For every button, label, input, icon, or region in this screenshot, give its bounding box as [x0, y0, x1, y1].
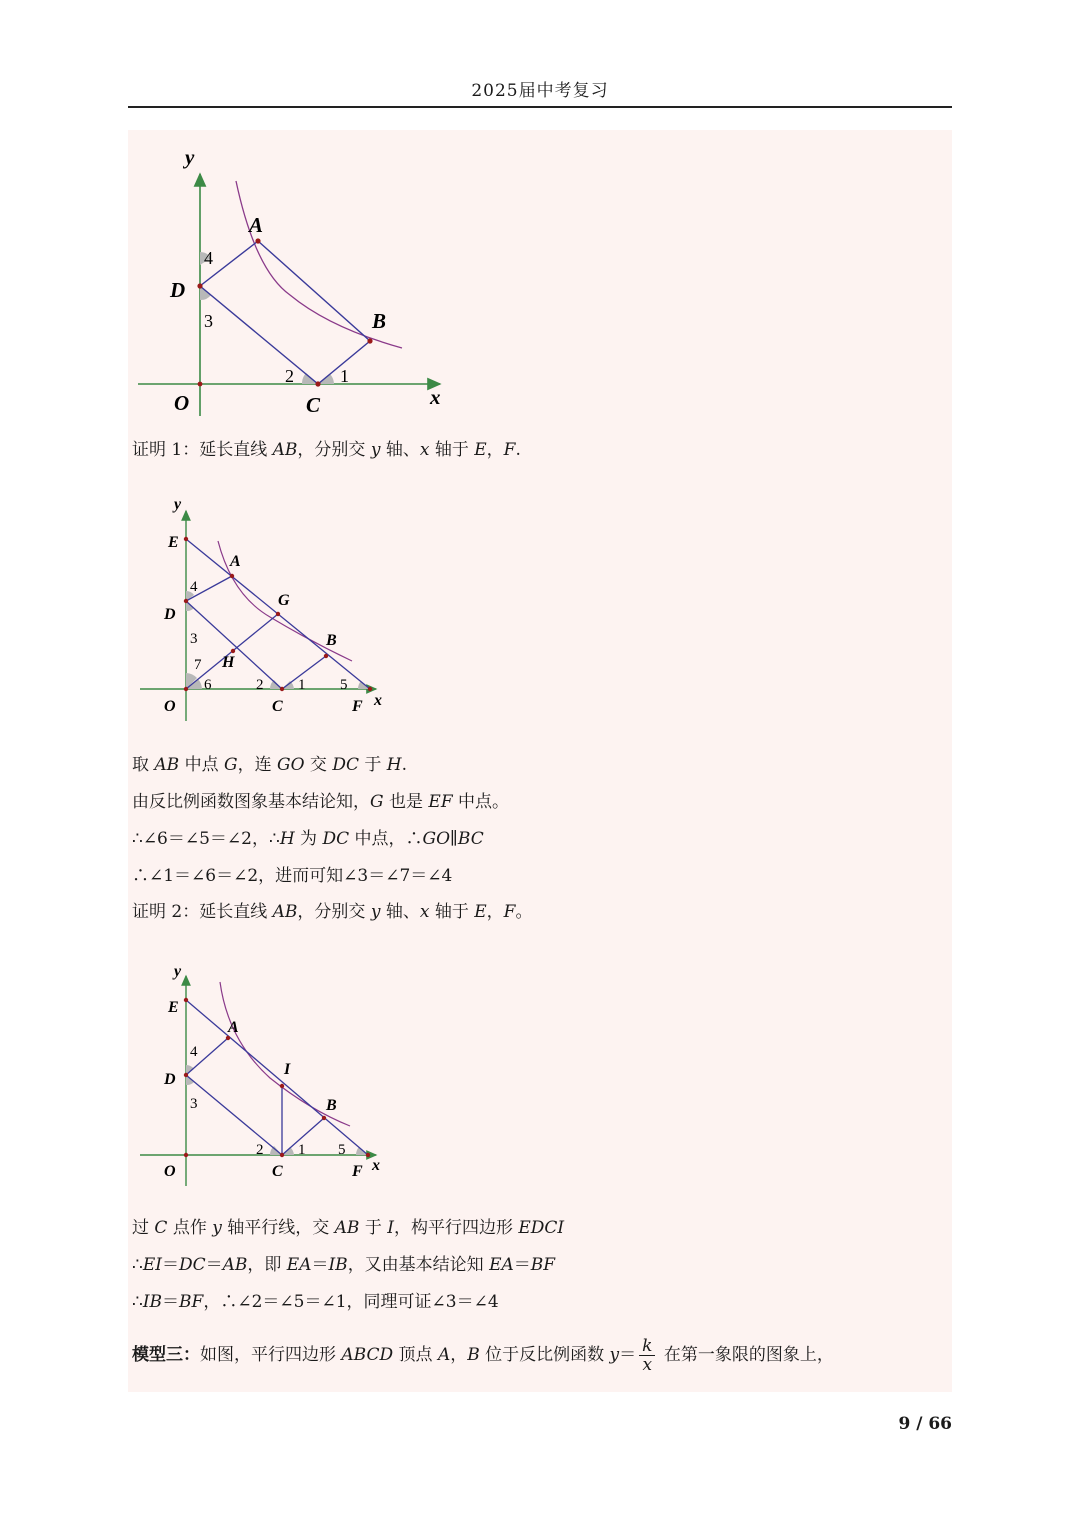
label-g: G — [278, 592, 290, 609]
label-y: y — [185, 145, 195, 169]
label-d: D — [164, 606, 176, 623]
label-y: y — [174, 496, 182, 513]
figure-1-parallelogram — [130, 140, 460, 430]
point-g — [276, 612, 280, 616]
point-b — [367, 338, 372, 343]
label-d: D — [170, 278, 186, 302]
document-header-title: 2025届中考复习 — [471, 81, 609, 101]
label-3: 3 — [190, 1096, 198, 1112]
label-2: 2 — [256, 677, 264, 693]
label-b: B — [372, 309, 387, 333]
point-e — [184, 998, 188, 1002]
proof2-intro: 证明 2：延长直线 AB，分别交 y 轴、x 轴于 E，F。 — [132, 902, 533, 922]
point-h — [231, 649, 235, 653]
label-o: O — [164, 1163, 176, 1180]
label-o: O — [164, 698, 176, 715]
label-2: 2 — [256, 1142, 264, 1158]
proof1-line-2: 由反比例函数图象基本结论知，G 也是 EF 中点。 — [132, 792, 510, 812]
label-4: 4 — [190, 1044, 198, 1060]
point-c — [280, 1153, 284, 1157]
proof1-intro: 证明 1：延长直线 AB，分别交 y 轴、x 轴于 E，F. — [132, 440, 521, 460]
fraction-k-over-x: $\frac{k}{x}$ — [639, 1337, 655, 1374]
parallelogram-abcd — [186, 1038, 324, 1155]
label-y: y — [174, 963, 182, 980]
label-e: E — [168, 534, 179, 551]
point-d — [184, 1073, 188, 1077]
proof1-line-1: 取 AB 中点 G，连 GO 交 DC 于 H. — [132, 755, 408, 775]
figure-3-parallel — [140, 960, 400, 1190]
label-6: 6 — [204, 677, 212, 693]
line-ef — [186, 1000, 368, 1155]
label-4: 4 — [204, 248, 213, 268]
label-a: A — [230, 553, 241, 570]
header-divider — [128, 106, 952, 108]
label-3: 3 — [190, 631, 198, 647]
proof2-line-3: ∴IB＝BF，∴∠2＝∠5＝∠1，同理可证∠3＝∠4 — [132, 1292, 499, 1312]
label-f: F — [352, 698, 363, 715]
point-o — [184, 1153, 188, 1157]
label-a: A — [228, 1019, 239, 1036]
point-a — [230, 574, 234, 578]
label-c: C — [272, 698, 283, 715]
proof1-line-3: ∴∠6＝∠5＝∠2，∴H 为 DC 中点，∴GO∥BC — [132, 829, 484, 849]
point-a — [255, 238, 260, 243]
label-x: x — [372, 1157, 380, 1174]
point-d — [184, 599, 188, 603]
label-e: E — [168, 999, 179, 1016]
label-7: 7 — [194, 657, 202, 673]
point-o — [184, 687, 188, 691]
label-x: x — [374, 692, 382, 709]
label-c: C — [272, 1163, 283, 1180]
label-h: H — [222, 654, 235, 671]
point-o — [198, 382, 203, 387]
point-b — [322, 1116, 326, 1120]
parallelogram-abcd — [200, 241, 370, 384]
point-f — [368, 687, 372, 691]
label-1: 1 — [340, 366, 349, 386]
label-b: B — [326, 632, 337, 649]
point-c — [280, 687, 284, 691]
point-d — [197, 283, 202, 288]
point-e — [184, 537, 188, 541]
label-3: 3 — [204, 311, 213, 331]
label-b: B — [326, 1097, 337, 1114]
point-i — [280, 1084, 284, 1088]
label-1: 1 — [298, 677, 306, 693]
page-number: 9 / 66 — [898, 1414, 952, 1434]
point-b — [324, 654, 328, 658]
label-4: 4 — [190, 579, 198, 595]
label-5: 5 — [338, 1142, 346, 1158]
label-i: I — [284, 1061, 291, 1078]
label-d: D — [164, 1071, 176, 1088]
point-a — [226, 1036, 230, 1040]
point-f — [366, 1153, 370, 1157]
proof2-line-2: ∴EI＝DC＝AB，即 EA＝IB，又由基本结论知 EA＝BF — [132, 1255, 556, 1275]
label-1: 1 — [298, 1142, 306, 1158]
label-5: 5 — [340, 677, 348, 693]
figure-2-extended — [140, 495, 400, 725]
model3-intro: 模型三：如图，平行四边形 ABCD 顶点 A，B 位于反比例函数 y＝ $\frac{k}{x}$ 在第一象限的图象上， — [132, 1336, 834, 1375]
label-c: C — [306, 393, 321, 417]
proof2-line-1: 过 C 点作 y 轴平行线，交 AB 于 I，构平行四边形 EDCI — [132, 1218, 565, 1238]
label-x: x — [430, 385, 441, 409]
proof1-line-4: ∴∠1＝∠6＝∠2，进而可知∠3＝∠7＝∠4 — [132, 866, 453, 886]
label-f: F — [352, 1163, 363, 1180]
label-o: O — [174, 391, 190, 415]
model3-title: 模型三： — [132, 1345, 200, 1365]
label-a: A — [249, 213, 264, 237]
point-c — [315, 381, 320, 386]
label-2: 2 — [285, 366, 294, 386]
